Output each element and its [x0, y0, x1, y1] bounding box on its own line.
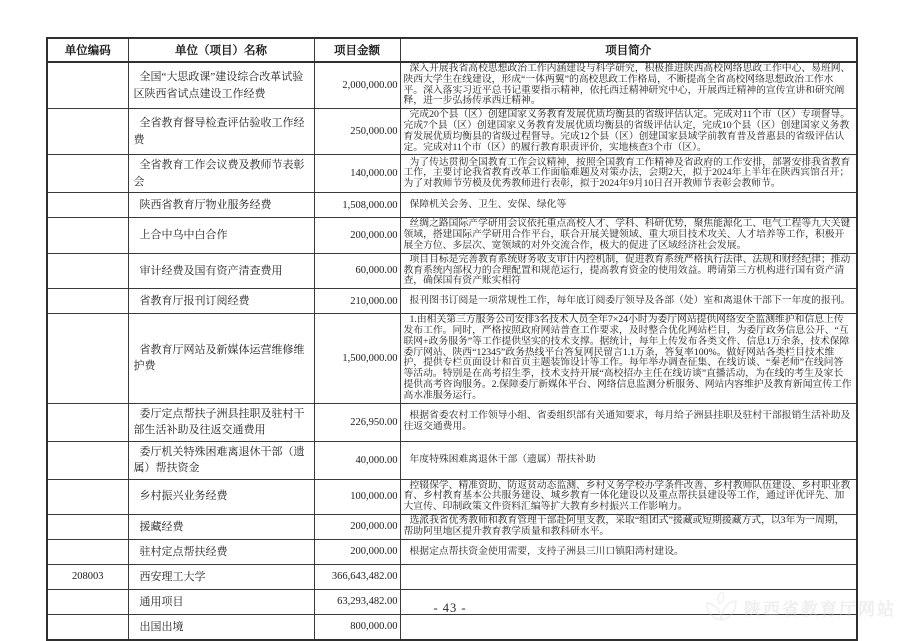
- cell-description: [400, 614, 857, 640]
- cell-unit-code: [47, 441, 128, 479]
- cell-amount: 40,000.00: [314, 441, 400, 479]
- cell-unit-code: [47, 155, 128, 193]
- cell-amount: 1,508,000.00: [314, 193, 400, 218]
- cell-description: 为了传达贯彻全国教育工作会议精神，按照全国教育工作精神及省政府的工作安排，部署安排我省教育工作，主要讨论我省教育改革工作面临难题及对策办法，会期2天，拟于2024年上半年在陕西宾馆召开；为了对教师节劳模及优秀教师进行表彰，拟于2024年9月10日召开教师节表彰会教师节。: [400, 155, 857, 193]
- cell-description: 项目目标是完善教育系统财务收支审计内控机制，促进教育系统严格执行法律、法规和财经纪律；推动教育系统内部权力的合理配置和规范运行，提高教育资金的使用效益。聘请第三方机构进行国有资产清查，确保国有资产账实相符: [400, 253, 857, 288]
- cell-unit-code: [47, 218, 128, 253]
- table-row: [47, 253, 857, 288]
- cell-project-name: 全国“大思政课”建设综合改革试验区陕西省试点建设工作经费: [128, 62, 314, 109]
- cell-unit-code: 208003: [47, 564, 128, 589]
- cell-project-name: 驻村定点帮扶经费: [128, 539, 314, 564]
- table-row: [47, 564, 857, 589]
- cell-amount: 210,000.00: [314, 289, 400, 314]
- cell-description: 深入开展我省高校思想政治工作内涵建设与科学研究，积极推进陕西高校网络思政工作中心、易班网、陕西大学生在线建设，形成“一体两翼”的高校思政工作格局，不断提高全省高校网络思想政治工作水平。深入落实习近平总书记重要指示精神，依托西迁精神研究中心，开展西迁精神的宣传宣讲和研究阐释，进一步弘扬传承西迁精神。: [400, 62, 857, 109]
- cell-description: 完成20个县（区）创建国家义务教育发展优质均衡县的省级评估认定。完成对11个市（区）专项督导。完成7个县（区）创建国家义务教育发展优质均衡县的省级评估认定，完成10个县（区）创建国家义务教育发展优质均衡县的省级过程督导。完成12个县（区）创建国家县域学前教育普及普惠县的省级评估认定。完成对11个市（区）的履行教育职责评价，实地核查3个市（区）。: [400, 109, 857, 155]
- cell-description: 丝绸之路国际产学研用会议依托重点高校人才、学科、科研优势，聚焦能源化工、电气工程等九大关键领域，搭建国际产学研用合作平台，联合开展关键领域、重大项目技术攻关、人才培养等工作，积极开展全方位、多层次、宽领域的对外交流合作，极大的促进了区域经济社会发展。: [400, 218, 857, 253]
- cell-amount: 800,000.00: [314, 614, 400, 640]
- table-row: [47, 314, 857, 403]
- cell-amount: 200,000.00: [314, 514, 400, 539]
- watermark-text: 陕西省教育厅网站: [744, 599, 896, 619]
- header-amount: 项目金额: [314, 38, 400, 62]
- cell-description: 年度特殊困难离退休干部（遗属）帮扶补助: [400, 441, 857, 479]
- cell-project-name: 出国出境: [128, 614, 314, 640]
- cell-description: 选派我省优秀教师和教育管理干部赴阿里支教，采取“组团式”援藏或短期援藏方式，以3年为一周期，帮助阿里地区提升教育教学质量和教科研水平。: [400, 514, 857, 539]
- cell-unit-code: [47, 253, 128, 288]
- cell-description: 根据定点帮扶资金使用需要，支持子洲县三川口镇阳湾村建设。: [400, 539, 857, 564]
- table-header-row: [47, 38, 857, 62]
- cell-unit-code: [47, 193, 128, 218]
- cell-description: 1.由相关第三方服务公司安排3名技术人员全年7×24小时为委厅网站提供网络安全监测维护和信息上传发布工作。同时，严格按照政府网站普查工作要求，及时整合优化网站栏目，为委厅政务信息公开、“互联网+政务服务”等工作提供坚实的技术支撑。据统计，每年上传发布各类文件、信息1万余条，技术保障委厅网站、陕西“12345”政务热线平台答复网民留言1.1万条，答复率100%。做好网站各类栏目技术维护，提供专栏页面设计和首页主题装饰设计等工作。每年举办调查征集、在线访谈、“秦老师”在线问答等活动。特别是在高考招生季，技术支持开展“高校招办主任在线访谈”直播活动，为在线的考生及家长提供高考咨询服务。2.保障委厅新媒体平台、网络信息监测分析服务、网站内容维护及教育新闻宣传工作高水准服务运行。: [400, 314, 857, 403]
- cell-project-name: 援藏经费: [128, 514, 314, 539]
- cell-unit-code: [47, 289, 128, 314]
- table-row: [47, 539, 857, 564]
- cell-project-name: 省教育厅网站及新媒体运营维修维护费: [128, 314, 314, 403]
- table-row: [47, 479, 857, 514]
- table-row: [47, 62, 857, 109]
- cell-amount: 366,643,482.00: [314, 564, 400, 589]
- header-project-name: 单位（项目）名称: [128, 38, 314, 62]
- cell-project-name: 上合中乌中白合作: [128, 218, 314, 253]
- cell-project-name: 西安理工大学: [128, 564, 314, 589]
- table-row: [47, 109, 857, 155]
- table-body: [47, 62, 857, 640]
- table-row: [47, 614, 857, 640]
- cell-amount: 250,000.00: [314, 109, 400, 155]
- cell-description: 报刊图书订阅是一项常规性工作，每年底订阅委厅领导及各部（处）室和离退休干部下一年度的报刊。: [400, 289, 857, 314]
- cell-project-name: 委厅机关特殊困难离退休干部（遗属）帮扶资金: [128, 441, 314, 479]
- cell-project-name: 通用项目: [128, 589, 314, 614]
- table-row: [47, 441, 857, 479]
- cell-description: 控辍保学、精准资助、防返贫动态监测、乡村义务学校办学条件改善、乡村教师队伍建设、乡村职业教育、乡村教育基本公共服务建设、城乡教育一体化建设以及重点帮扶县建设等工作，通过评优评先、加大宣传、印制政策文件资料汇编等扩大教育乡村振兴工作影响力。: [400, 479, 857, 514]
- cell-amount: 200,000.00: [314, 218, 400, 253]
- cell-description: 根据省委农村工作领导小组、省委组织部有关通知要求，每月给子洲县挂职及驻村干部报销生活补助及往返交通费用。: [400, 403, 857, 441]
- cell-amount: 226,950.00: [314, 403, 400, 441]
- cell-unit-code: [47, 314, 128, 403]
- cell-project-name: 全省教育工作会议费及教师节表彰会: [128, 155, 314, 193]
- cell-project-name: 审计经费及国有资产清查费用: [128, 253, 314, 288]
- header-description: 项目简介: [400, 38, 857, 62]
- cell-amount: 63,293,482.00: [314, 589, 400, 614]
- cell-amount: 100,000.00: [314, 479, 400, 514]
- cell-amount: 2,000,000.00: [314, 62, 400, 109]
- cell-unit-code: [47, 403, 128, 441]
- cell-project-name: 陕西省教育厅物业服务经费: [128, 193, 314, 218]
- cell-project-name: 全省教育督导检查评估验收工作经费: [128, 109, 314, 155]
- table-row: [47, 289, 857, 314]
- cell-unit-code: [47, 62, 128, 109]
- table-row: [47, 193, 857, 218]
- cell-project-name: 乡村振兴业务经费: [128, 479, 314, 514]
- cell-amount: 140,000.00: [314, 155, 400, 193]
- cell-amount: 200,000.00: [314, 539, 400, 564]
- cell-unit-code: [47, 109, 128, 155]
- cell-unit-code: [47, 539, 128, 564]
- cell-description: [400, 564, 857, 589]
- cell-amount: 60,000.00: [314, 253, 400, 288]
- table-row: [47, 514, 857, 539]
- cell-project-name: 省教育厅报刊订阅经费: [128, 289, 314, 314]
- cell-amount: 1,500,000.00: [314, 314, 400, 403]
- header-unit-code: 单位编码: [47, 38, 128, 62]
- cell-unit-code: [47, 614, 128, 640]
- table-row: [47, 403, 857, 441]
- table-row: [47, 218, 857, 253]
- page-number: - 43 -: [433, 601, 467, 615]
- cell-unit-code: [47, 479, 128, 514]
- budget-table: [46, 37, 858, 641]
- cell-unit-code: [47, 514, 128, 539]
- cell-description: 保障机关会务、卫生、安保、绿化等: [400, 193, 857, 218]
- table-row: [47, 155, 857, 193]
- cell-project-name: 委厅定点帮扶子洲县挂职及驻村干部生活补助及往返交通费用: [128, 403, 314, 441]
